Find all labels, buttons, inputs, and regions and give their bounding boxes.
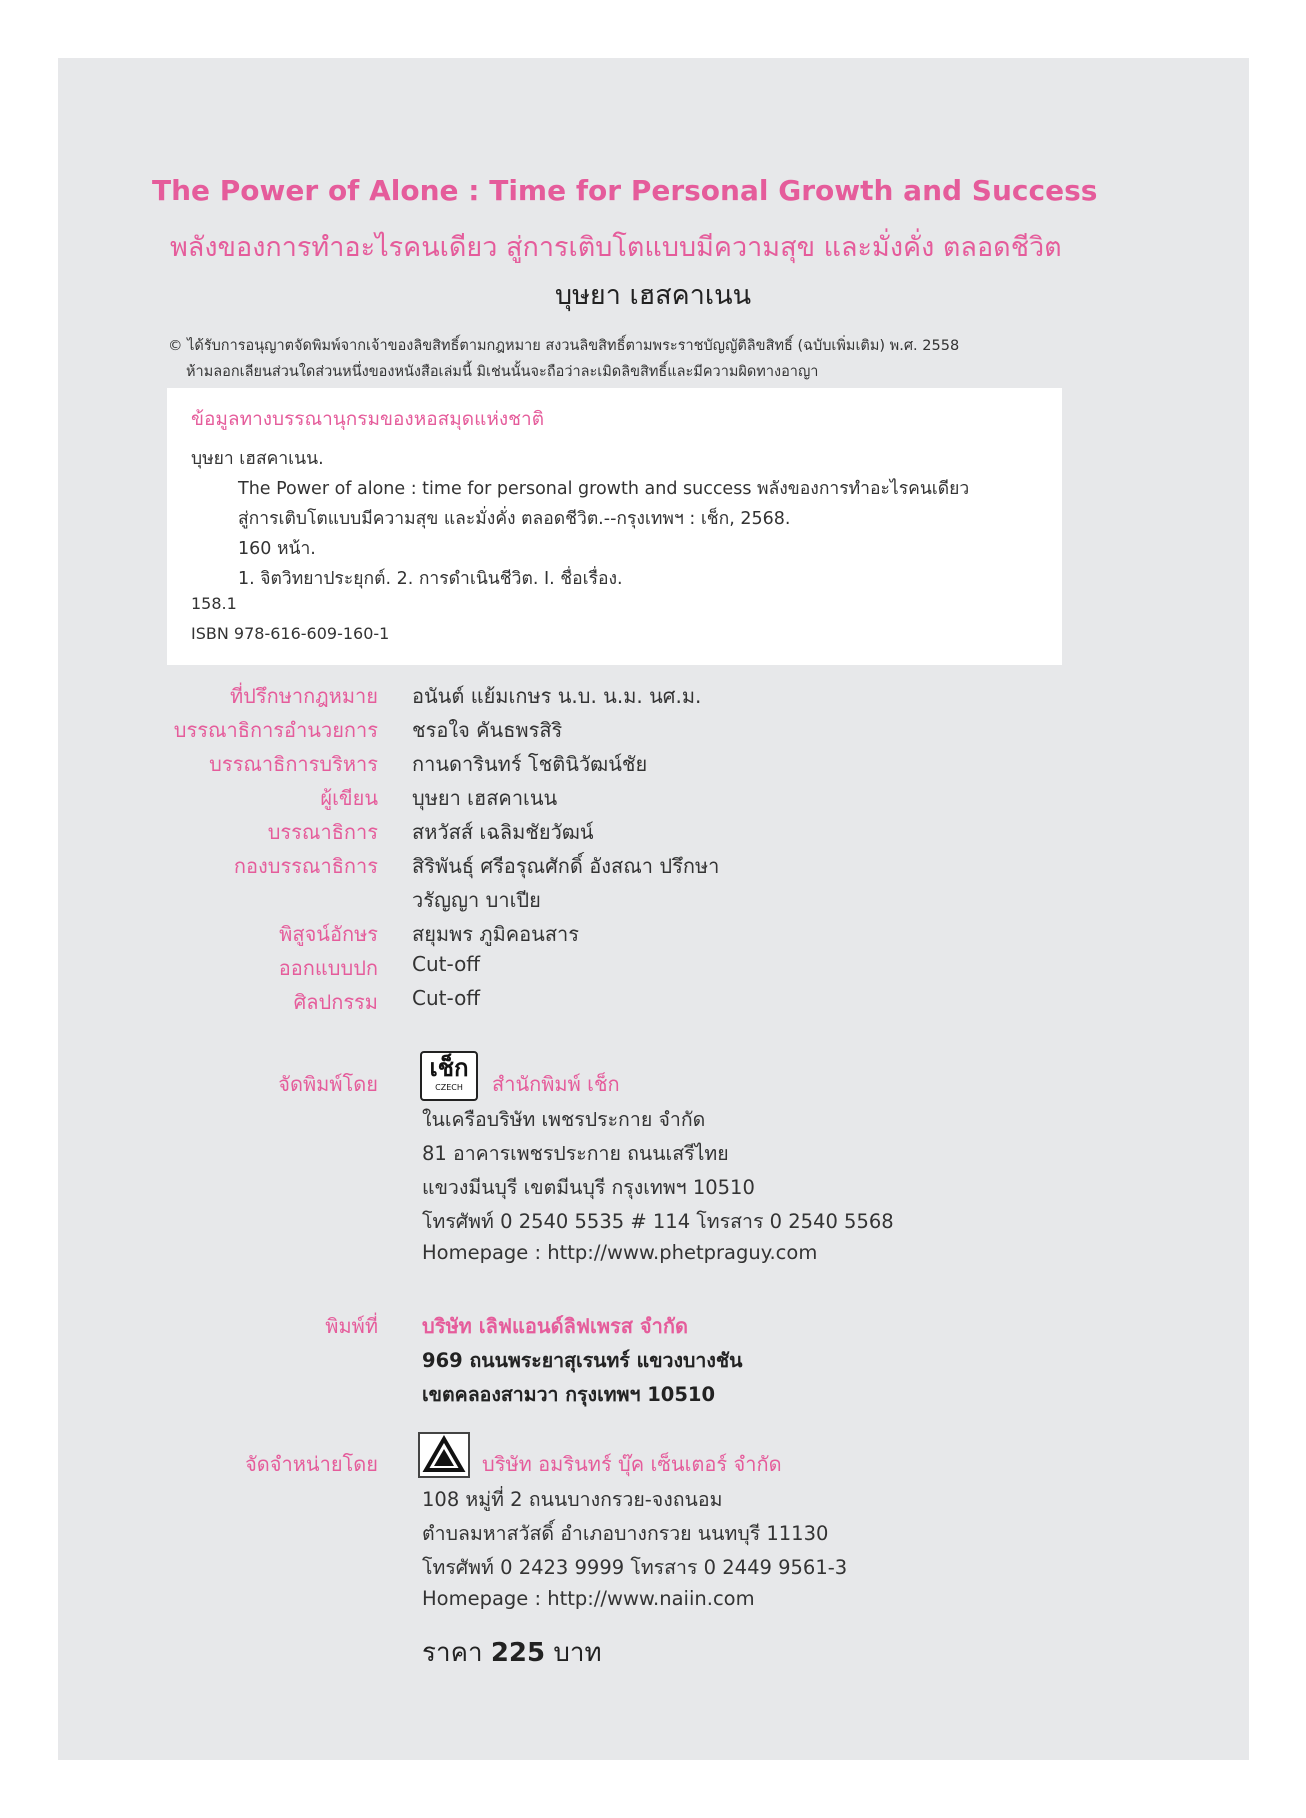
printer-label: พิมพ์ที่ bbox=[325, 1314, 378, 1338]
cip-heading: ข้อมูลทางบรรณานุกรมของหอสมุดแห่งชาติ bbox=[191, 408, 545, 430]
printer-line: เขตคลองสามวา กรุงเทพฯ 10510 bbox=[422, 1383, 716, 1406]
czech-logo-subtext: CZECH bbox=[435, 1083, 463, 1092]
publisher-line: แขวงมีนบุรี เขตมีนบุรี กรุงเทพฯ 10510 bbox=[422, 1176, 755, 1199]
publisher-line: ในเครือบริษัท เพชรประกาย จำกัด bbox=[422, 1108, 706, 1131]
credit-value: บุษยา เฮสคาเนน bbox=[412, 786, 558, 810]
printer-line: 969 ถนนพระยาสุเรนทร์ แขวงบางชัน bbox=[422, 1349, 743, 1372]
credit-value: Cut-off bbox=[412, 986, 481, 1010]
publisher-line: 81 อาคารเพชรประกาย ถนนเสรีไทย bbox=[422, 1142, 729, 1165]
distributor-line: 108 หมู่ที่ 2 ถนนบางกรวย-จงถนอม bbox=[422, 1488, 723, 1511]
credit-label: ออกแบบปก bbox=[278, 956, 378, 980]
cip-title-line-1: The Power of alone : time for personal growth and success พลังของการทำอะไรคนเดียว bbox=[238, 479, 970, 499]
credit-value: กานดารินทร์ โชตินิวัฒน์ชัย bbox=[412, 752, 648, 776]
credit-value: Cut-off bbox=[412, 952, 481, 976]
credit-label: บรรณาธิการ bbox=[267, 820, 378, 844]
author-name: บุษยา เฮสคาเนน bbox=[554, 280, 752, 311]
cip-box bbox=[167, 388, 1062, 665]
copyright-line-2: ห้ามลอกเลียนส่วนใดส่วนหนึ่งของหนังสือเล่มนี้ มิเช่นนั้นจะถือว่าละเมิดลิขสิทธิ์และมีความผิดทางอาญา bbox=[186, 364, 819, 380]
credit-value: อนันต์ แย้มเกษร น.บ. น.ม. นศ.ม. bbox=[412, 684, 702, 708]
cip-classification: 158.1 bbox=[191, 594, 237, 613]
czech-logo-text: เช็ก bbox=[429, 1054, 469, 1082]
price-suffix: บาท bbox=[553, 1638, 602, 1668]
credit-label: พิสูจน์อักษร bbox=[279, 922, 378, 946]
publisher-homepage: Homepage : http://www.phetpraguy.com bbox=[422, 1241, 818, 1264]
title-thai: พลังของการทำอะไรคนเดียว สู่การเติบโตแบบมีความสุข และมั่งคั่ง ตลอดชีวิต bbox=[170, 232, 1062, 263]
credit-label: บรรณาธิการบริหาร bbox=[209, 752, 378, 776]
copyright-line-1: © ได้รับการอนุญาตจัดพิมพ์จากเจ้าของลิขสิทธิ์ตามกฎหมาย สงวนลิขสิทธิ์ตามพระราชบัญญัติลิขสิทธิ์ (ฉบับเพิ่มเติม) พ.ศ. 2558 bbox=[168, 338, 960, 354]
price-prefix: ราคา bbox=[422, 1638, 483, 1668]
printer-name: บริษัท เลิฟแอนด์ลิฟเพรส จำกัด bbox=[422, 1314, 688, 1338]
credit-value: ชรอใจ คันธพรสิริ bbox=[412, 718, 563, 742]
credit-label: ศิลปกรรม bbox=[293, 990, 378, 1014]
credit-label: บรรณาธิการอำนวยการ bbox=[173, 718, 378, 742]
credit-value: สหวัสส์ เฉลิมชัยวัฒน์ bbox=[412, 820, 594, 844]
czech-logo bbox=[420, 1051, 478, 1101]
distributor-line: โทรศัพท์ 0 2423 9999 โทรสาร 0 2449 9561-3 bbox=[422, 1556, 848, 1579]
price bbox=[422, 1632, 602, 1673]
publisher-name: สำนักพิมพ์ เช็ก bbox=[492, 1072, 620, 1096]
credit-label: กองบรรณาธิการ bbox=[233, 854, 378, 878]
price-amount: 225 bbox=[490, 1638, 546, 1668]
credit-label: ที่ปรึกษากฎหมาย bbox=[230, 684, 378, 708]
credit-value: วรัญญา บาเปีย bbox=[412, 888, 541, 912]
cip-title-line-2: สู่การเติบโตแบบมีความสุข และมั่งคั่ง ตลอดชีวิต.--กรุงเทพฯ : เช็ก, 2568. bbox=[238, 509, 791, 529]
credit-value: สิริพันธุ์ ศรีอรุณศักดิ์ อังสณา ปรึกษา bbox=[412, 854, 720, 878]
credit-label: ผู้เขียน bbox=[320, 786, 378, 810]
naiin-logo-graphic bbox=[420, 1434, 468, 1476]
naiin-triangle-icon bbox=[418, 1432, 470, 1478]
credit-value: สยุมพร ภูมิคอนสาร bbox=[412, 922, 580, 946]
cip-subjects: 1. จิตวิทยาประยุกต์. 2. การดำเนินชีวิต. I. ชื่อเรื่อง. bbox=[238, 569, 623, 589]
cip-pages: 160 หน้า. bbox=[238, 539, 316, 559]
cip-author-entry: บุษยา เฮสคาเนน. bbox=[191, 449, 324, 469]
cip-isbn: ISBN 978-616-609-160-1 bbox=[191, 624, 390, 643]
distributor-label: จัดจำหน่ายโดย bbox=[245, 1452, 378, 1476]
distributor-line: ตำบลมหาสวัสดิ์ อำเภอบางกรวย นนทบุรี 11130 bbox=[422, 1522, 829, 1545]
publisher-label: จัดพิมพ์โดย bbox=[278, 1072, 378, 1096]
title-english: The Power of Alone : Time for Personal Growth and Success bbox=[152, 174, 1098, 207]
distributor-homepage: Homepage : http://www.naiin.com bbox=[422, 1587, 755, 1610]
distributor-name: บริษัท อมรินทร์ บุ๊ค เซ็นเตอร์ จำกัด bbox=[482, 1452, 782, 1476]
publisher-line: โทรศัพท์ 0 2540 5535 # 114 โทรสาร 0 2540 5568 bbox=[422, 1210, 894, 1233]
